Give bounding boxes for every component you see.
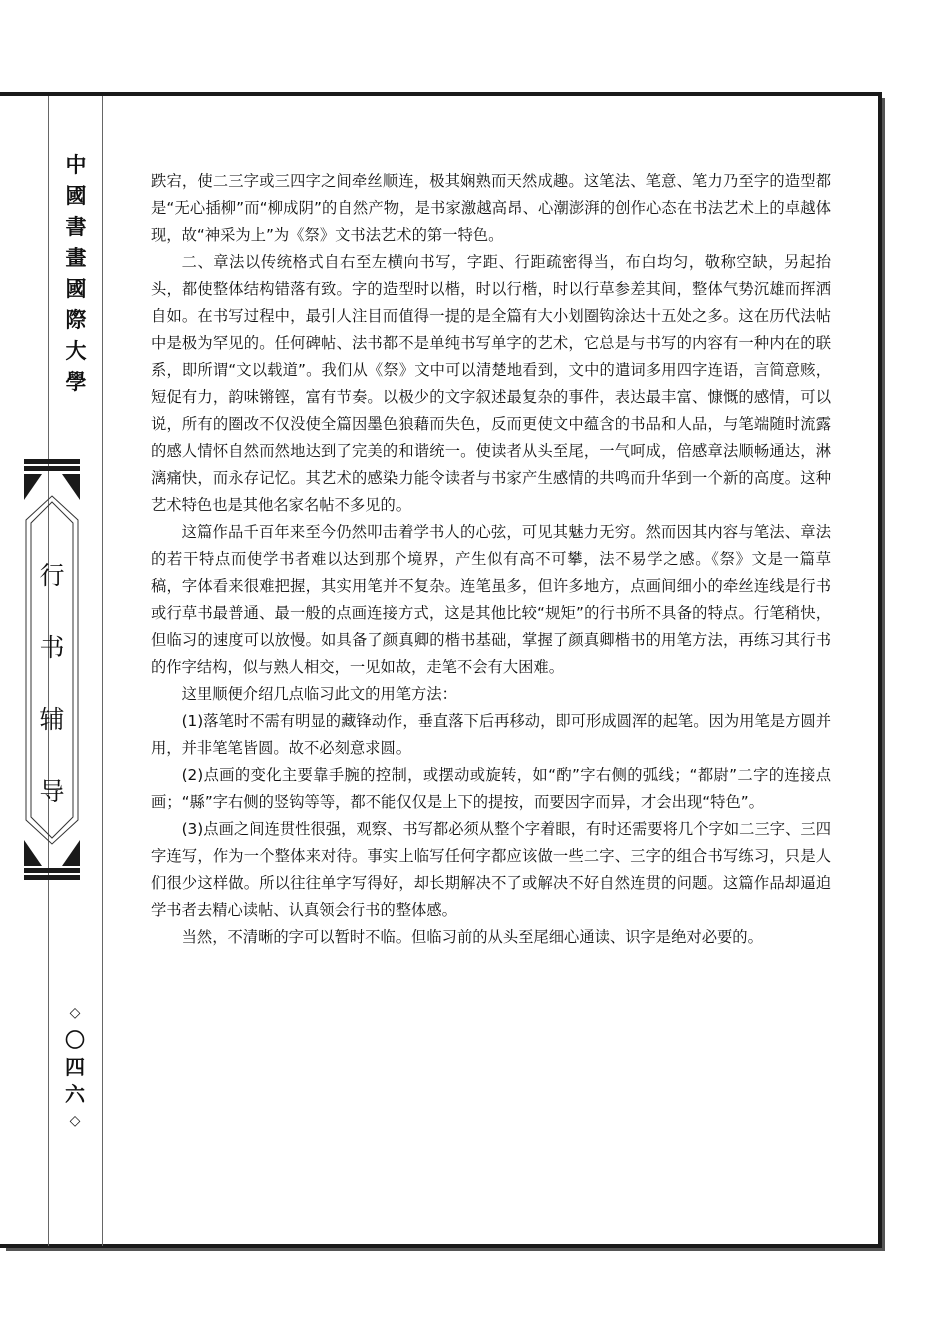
page-number-char: 〇	[65, 1028, 85, 1052]
institution-char: 書	[65, 215, 87, 239]
frame-shadow	[882, 98, 885, 1251]
page-number-char: 六	[65, 1082, 85, 1106]
paragraph: (1)落笔时不需有明显的藏锋动作，垂直落下后再移动，即可形成圆浑的起笔。因为用笔是方圆并用，并非笔笔皆圆。故不必刻意求圆。	[151, 712, 831, 757]
book-title-char: 辅	[39, 705, 65, 734]
paragraph: (2)点画的变化主要靠手腕的控制，或摆动或旋转，如“酌”字右侧的弧线；“都尉”二字的连接点画；“縣”字右侧的竖钩等等，都不能仅仅是上下的提按，而要因字而异，才会出现“特色”。	[151, 766, 831, 811]
title-bar-bottom	[24, 868, 80, 873]
institution-char: 畫	[65, 246, 87, 270]
title-bar-top	[24, 466, 80, 471]
title-bar-bottom	[24, 875, 80, 880]
paragraph: (3)点画之间连贯性很强，观察、书写都必须从整个字着眼，有时还需要将几个字如二三字、三四字连写，作为一个整体来对待。事实上临写任何字都应该做一些二字、三字的组合书写练习，只是人们很少这样做。所以往往单字写得好，却长期解决不了或解决不好自然连贯的问题。这篇作品却逼迫学书者去精心读帖、认真领会行书的整体感。	[151, 820, 831, 919]
institution-char: 大	[65, 339, 87, 363]
page-number	[60, 1000, 90, 1135]
diamond-icon: ◇	[69, 1005, 81, 1021]
paragraph: 这篇作品千百年来至今仍然叩击着学书人的心弦，可见其魅力无穷。然而因其内容与笔法、章法的若干特点而使学书者难以达到那个境界，产生似有高不可攀，法不易学之感。《祭》文是一篇草稿，字体看来很难把握，其实用笔并不复杂。连笔虽多，但许多地方，点画间细小的牵丝连线是行书或行草书最普通、最一般的点画连接方式，这是其他比较“规矩”的行书所不具备的特点。行笔稍快，但临习的速度可以放慢。如具备了颜真卿的楷书基础，掌握了颜真卿楷书的用笔方法，再练习其行书的作字结构，似与熟人相交，一见如故，走笔不会有大困难。	[151, 523, 831, 676]
sidebar-rule	[102, 96, 103, 1246]
frame-shadow	[6, 1248, 885, 1251]
page-number-char: 四	[65, 1055, 85, 1079]
institution-char: 國	[65, 277, 87, 301]
institution-char: 學	[65, 370, 87, 394]
book-title-char: 行	[39, 561, 65, 590]
paragraph: 当然，不清晰的字可以暂时不临。但临习前的从头至尾细心通读、识字是绝对必要的。	[181, 928, 763, 946]
body-text	[151, 168, 831, 951]
paragraph: 二、章法以传统格式自右至左横向书写，字距、行距疏密得当，布白均匀，敬称空缺，另起抬头，都使整体结构错落有致。字的造型时以楷，时以行楷，时以行草参差其间，整体气势沉雄而挥洒自如。在书写过程中，最引人注目而值得一提的是全篇有大小划圈钩涂达十五处之多。这在历代法帖中是极为罕见的。任何碑帖、法书都不是单纯书写单字的艺术，它总是与书写的内容有一种内在的联系，即所谓“文以载道”。我们从《祭》文中可以清楚地看到，文中的遣词多用四字连语，言简意赅，短促有力，韵味锵铿，富有节奏。以极少的文字叙述最复杂的事件，表达最丰富、慷慨的感情，可以说，所有的圈改不仅没使全篇因墨色狼藉而失色，反而更使文中蕴含的书品和人品，与笔端随时流露的感人情怀自然而然地达到了完美的和谐统一。使读者从头至尾，一气呵成，倍感章法顺畅通达，淋漓痛快，而永存记忆。其艺术的感染力能令读者与书家产生感情的共鸣而升华到一个新的高度。这种艺术特色也是其他名家名帖不多见的。	[151, 253, 831, 514]
diamond-icon: ◇	[69, 1113, 81, 1129]
book-title-char: 导	[39, 777, 65, 806]
institution-char: 中	[65, 153, 87, 177]
institution-name	[57, 150, 95, 398]
institution-char: 際	[65, 308, 87, 332]
book-title	[24, 540, 80, 828]
title-bar-top	[24, 459, 80, 464]
paragraph: 这里顺便介绍几点临习此文的用笔方法：	[181, 685, 457, 703]
paragraph: 跌宕，使二三字或三四字之间牵丝顺连，极其娴熟而天然成趣。这笔法、笔意、笔力乃至字的造型都是“无心插柳”而“柳成阴”的自然产物，是书家激越高昂、心潮澎湃的创作心态在书法艺术上的卓越体现，故“神采为上”为《祭》文书法艺术的第一特色。	[151, 172, 831, 244]
book-title-char: 书	[39, 633, 65, 662]
institution-char: 國	[65, 184, 87, 208]
